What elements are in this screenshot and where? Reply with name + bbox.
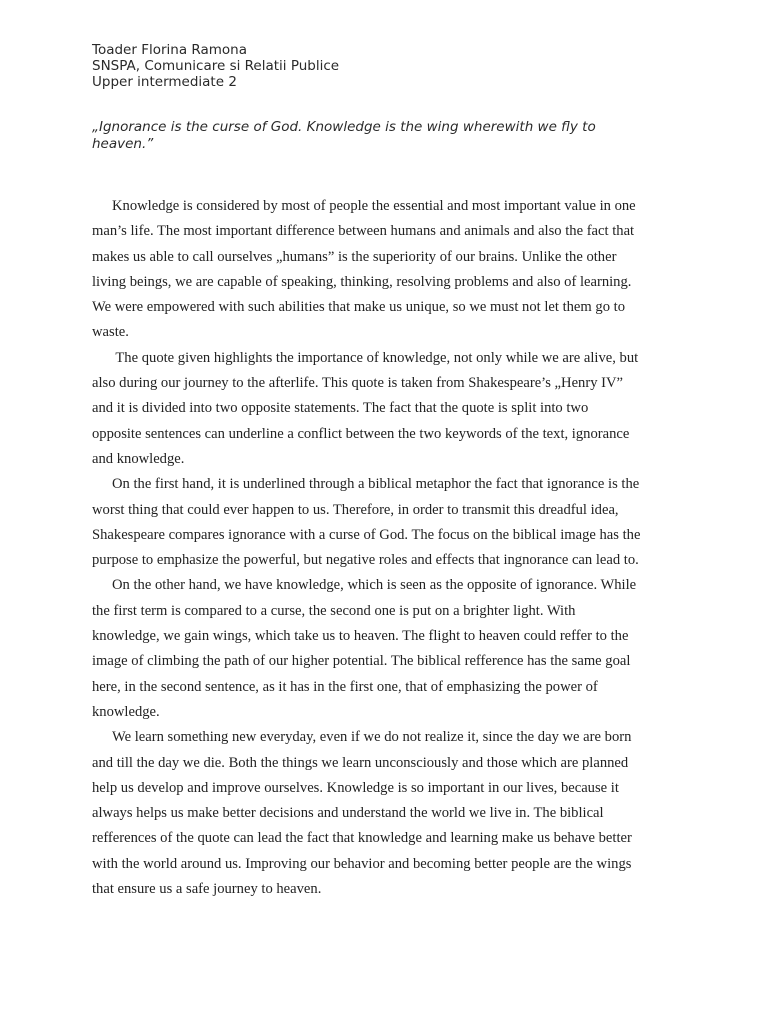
body-line: and knowledge. (92, 450, 185, 467)
document-header (92, 42, 339, 90)
essay-body (92, 194, 678, 902)
body-line: always helps us make better decisions and understand the world we live in. The biblical (92, 805, 604, 822)
body-line: On the other hand, we have knowledge, which is seen as the opposite of ignorance. While (112, 577, 637, 594)
body-line: and it is divided into two opposite statements. The fact that the quote is split into two (92, 400, 589, 417)
body-line: We learn something new everyday, even if we do not realize it, since the day we are born (112, 729, 632, 746)
epigraph-quote (92, 119, 652, 153)
body-line: and till the day we die. Both the things we learn unconsciously and those which are planned (92, 754, 629, 771)
body-line: waste. (92, 324, 129, 341)
body-line: worst thing that could ever happen to us. Therefore, in order to transmit this dreadful idea, (92, 501, 619, 518)
course-level: Upper intermediate 2 (92, 74, 237, 90)
body-line: with the world around us. Improving our behavior and becoming better people are the wings (92, 855, 632, 872)
body-line: makes us able to call ourselves „humans” is the superiority of our brains. Unlike the other (92, 248, 617, 265)
body-line: here, in the second sentence, as it has in the first one, that of emphasizing the power of (92, 678, 598, 695)
body-line: The quote given highlights the importance of knowledge, not only while we are alive, but (112, 349, 639, 366)
body-line: image of climbing the path of our higher potential. The biblical refference has the same goal (92, 653, 631, 670)
body-line: that ensure us a safe journey to heaven. (92, 881, 322, 898)
institution-name: SNSPA, Comunicare si Relatii Publice (92, 58, 340, 74)
body-line: the first term is compared to a curse, the second one is put on a brighter light. With (92, 602, 576, 619)
body-line: Shakespeare compares ignorance with a curse of God. The focus on the biblical image has the (92, 526, 641, 543)
body-line: help us develop and improve ourselves. Knowledge is so important in our lives, because it (92, 779, 619, 796)
body-line: knowledge. (92, 703, 160, 720)
body-line: living beings, we are capable of speaking, thinking, resolving problems and also of learning. (92, 273, 632, 290)
quote-line: „Ignorance is the curse of God. Knowledge is the wing wherewith we fly to (92, 119, 596, 135)
body-line: also during our journey to the afterlife. This quote is taken from Shakespeare’s „Henry IV” (92, 375, 624, 392)
body-line: We were empowered with such abilities that make us unique, so we must not let them go to (92, 299, 625, 316)
body-line: opposite sentences can underline a conflict between the two keywords of the text, ignorance (92, 425, 630, 442)
body-line: purpose to emphasize the powerful, but negative roles and effects that ingnorance can lead to. (92, 552, 639, 569)
body-line: Knowledge is considered by most of people the essential and most important value in one (112, 198, 636, 214)
body-line: knowledge, we gain wings, which take us to heaven. The flight to heaven could reffer to the (92, 628, 629, 645)
author-name: Toader Florina Ramona (92, 42, 247, 58)
body-line: On the first hand, it is underlined through a biblical metaphor the fact that ignorance is the (112, 476, 640, 493)
body-line: man’s life. The most important difference between humans and animals and also the fact that (92, 223, 635, 240)
body-line: refferences of the quote can lead the fact that knowledge and learning make us behave better (92, 830, 632, 847)
quote-line: heaven.” (92, 136, 154, 152)
